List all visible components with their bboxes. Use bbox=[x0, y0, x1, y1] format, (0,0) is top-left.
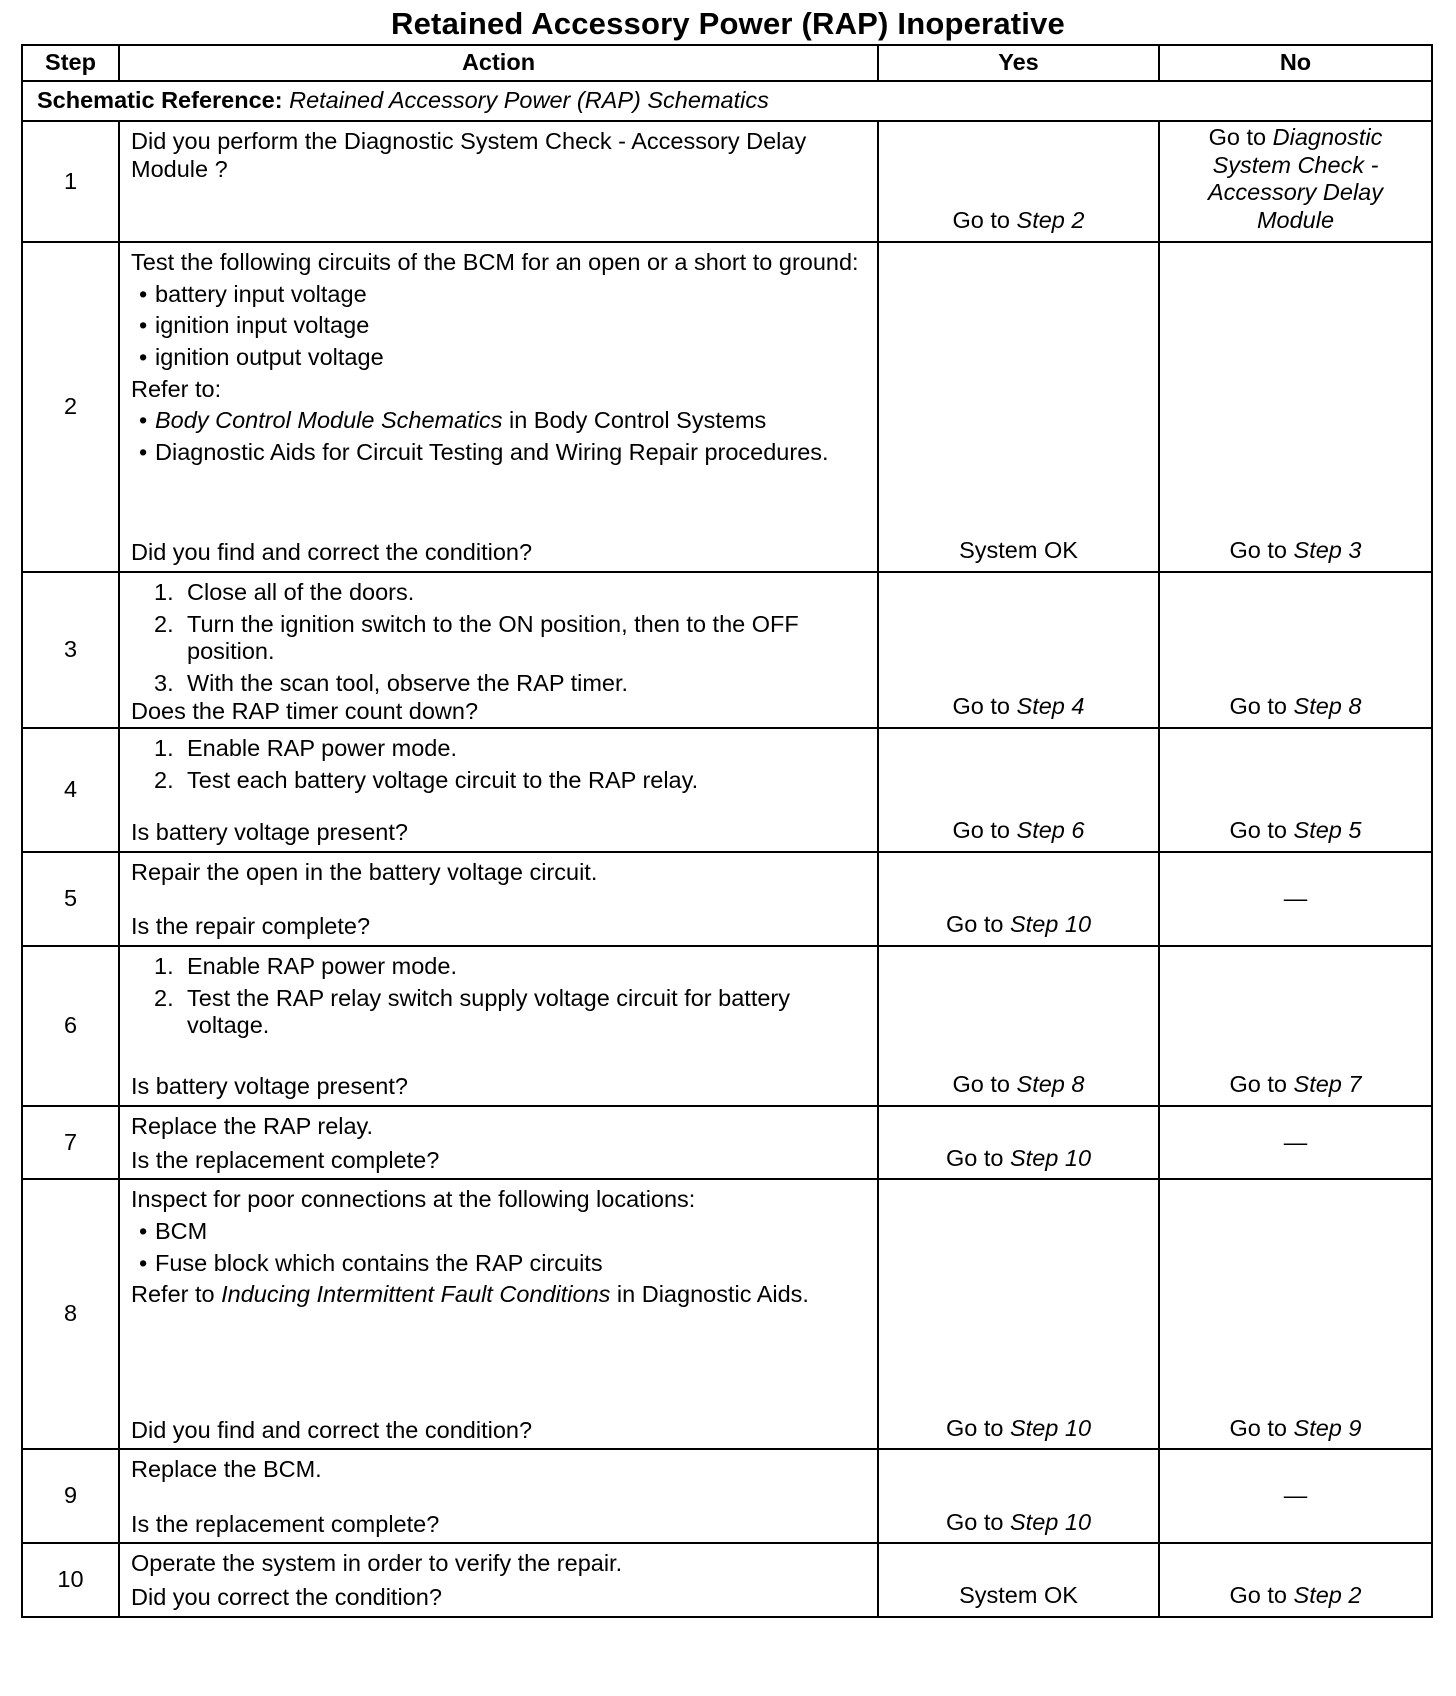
no-cell bbox=[1159, 1179, 1432, 1449]
action-cell bbox=[119, 946, 878, 1106]
step-number: 3 bbox=[22, 572, 119, 728]
system-ok-text: System OK bbox=[959, 537, 1078, 564]
no-link[interactable]: Step 9 bbox=[1293, 1414, 1362, 1441]
no-cell bbox=[1159, 946, 1432, 1106]
refer-prefix: Refer to bbox=[131, 1281, 222, 1308]
list-item: 1. Enable RAP power mode. bbox=[154, 734, 457, 761]
action-cell bbox=[119, 1179, 878, 1449]
action-cell bbox=[119, 1543, 878, 1616]
no-cell bbox=[1159, 121, 1432, 242]
system-ok-text: System OK bbox=[959, 1582, 1078, 1609]
action-text: Replace the BCM. bbox=[131, 1456, 322, 1483]
list-item: • BCM bbox=[131, 1218, 869, 1246]
goto-label: Go to bbox=[952, 207, 1010, 234]
list-item: • ignition output voltage bbox=[131, 344, 869, 372]
reference-text: in Body Control Systems bbox=[502, 407, 767, 434]
action-cell bbox=[119, 1449, 878, 1543]
step-number: 7 bbox=[22, 1106, 119, 1179]
table-row bbox=[22, 1449, 1432, 1543]
table-row bbox=[22, 852, 1432, 946]
refer-text bbox=[131, 1281, 869, 1309]
goto-label: Go to bbox=[1229, 1071, 1287, 1098]
yes-link[interactable]: Step 10 bbox=[1010, 911, 1092, 938]
table-row bbox=[22, 242, 1432, 572]
list-item bbox=[131, 407, 869, 435]
no-link[interactable]: Step 8 bbox=[1293, 693, 1362, 720]
step-number: 5 bbox=[22, 852, 119, 946]
no-link[interactable]: Step 5 bbox=[1293, 817, 1362, 844]
no-cell bbox=[1159, 242, 1432, 572]
schematic-value: Retained Accessory Power (RAP) Schematics bbox=[289, 87, 769, 114]
no-cell bbox=[1159, 728, 1432, 852]
yes-cell bbox=[878, 242, 1159, 572]
goto-label: Go to bbox=[1229, 1414, 1287, 1441]
list-item: 1. Enable RAP power mode. bbox=[154, 952, 457, 979]
table-row bbox=[22, 572, 1432, 728]
goto-label: Go to bbox=[1229, 817, 1287, 844]
goto-label: Go to bbox=[945, 1508, 1004, 1535]
yes-cell bbox=[878, 1179, 1159, 1449]
goto-label: Go to bbox=[945, 911, 1004, 938]
reference-link[interactable]: Body Control Module Schematics bbox=[155, 407, 503, 434]
table-row bbox=[22, 1543, 1432, 1616]
goto-label: Go to bbox=[1208, 124, 1267, 150]
reference-link[interactable]: Inducing Intermittent Fault Conditions bbox=[221, 1281, 611, 1308]
list-item: • Fuse block which contains the RAP circuits bbox=[131, 1250, 869, 1278]
diagnostic-table bbox=[21, 44, 1433, 1618]
yes-cell bbox=[878, 728, 1159, 852]
list-item: 2. Test the RAP relay switch supply voltage circuit for battery voltage. bbox=[154, 984, 790, 1039]
yes-cell bbox=[878, 121, 1159, 242]
yes-cell bbox=[878, 946, 1159, 1106]
schematic-label: Schematic Reference: bbox=[37, 87, 283, 114]
page-title: Retained Accessory Power (RAP) Inoperative bbox=[391, 6, 1065, 41]
yes-cell bbox=[878, 1106, 1159, 1179]
reference-text: Diagnostic Aids for Circuit Testing and Wiring Repair procedures. bbox=[155, 439, 829, 466]
no-cell bbox=[1159, 1543, 1432, 1616]
no-link[interactable]: Step 7 bbox=[1293, 1071, 1362, 1098]
list-item: 2. Turn the ignition switch to the ON position, then to the OFF position. bbox=[154, 610, 799, 665]
yes-cell bbox=[878, 1449, 1159, 1543]
step-number: 6 bbox=[22, 946, 119, 1106]
no-link[interactable]: Step 3 bbox=[1293, 537, 1362, 564]
question-text: Did you correct the condition? bbox=[131, 1584, 442, 1611]
item-text: Enable RAP power mode. bbox=[187, 734, 457, 761]
yes-link[interactable]: Step 10 bbox=[1010, 1144, 1092, 1171]
step-number: 2 bbox=[22, 242, 119, 572]
list-item: 1. Close all of the doors. bbox=[154, 578, 415, 605]
question-text: Is the replacement complete? bbox=[131, 1510, 440, 1537]
header-no: No bbox=[1159, 45, 1432, 81]
question-text: Is battery voltage present? bbox=[131, 819, 408, 846]
yes-link[interactable]: Step 10 bbox=[1010, 1508, 1092, 1535]
refer-suffix: in Diagnostic Aids. bbox=[610, 1281, 809, 1308]
list-item bbox=[131, 439, 869, 467]
table-row bbox=[22, 1179, 1432, 1449]
no-cell bbox=[1159, 1449, 1432, 1543]
list-item: • ignition input voltage bbox=[131, 312, 869, 340]
no-cell bbox=[1159, 1106, 1432, 1179]
goto-label: Go to bbox=[945, 1414, 1004, 1441]
schematic-reference bbox=[22, 81, 1432, 121]
action-cell bbox=[119, 1106, 878, 1179]
goto-label: Go to bbox=[945, 1144, 1004, 1171]
step-number: 4 bbox=[22, 728, 119, 852]
refer-text: Refer to: bbox=[131, 375, 222, 402]
item-text: With the scan tool, observe the RAP timer. bbox=[187, 670, 629, 697]
no-cell bbox=[1159, 572, 1432, 728]
item-text: Close all of the doors. bbox=[187, 578, 415, 605]
step-number: 1 bbox=[22, 121, 119, 242]
table-row bbox=[22, 1106, 1432, 1179]
action-text: Operate the system in order to verify the repair. bbox=[131, 1550, 623, 1577]
no-cell bbox=[1159, 852, 1432, 946]
list-item: 3. With the scan tool, observe the RAP timer. bbox=[154, 670, 629, 697]
action-cell bbox=[119, 242, 878, 572]
goto-label: Go to bbox=[952, 693, 1010, 720]
action-cell bbox=[119, 121, 878, 242]
yes-link[interactable]: Step 2 bbox=[1016, 207, 1085, 234]
header-row bbox=[22, 45, 1432, 81]
action-cell bbox=[119, 572, 878, 728]
dash-text: — bbox=[1283, 885, 1308, 912]
list-item: 2. Test each battery voltage circuit to the RAP relay. bbox=[154, 766, 699, 793]
goto-label: Go to bbox=[1229, 537, 1287, 564]
step-number: 10 bbox=[22, 1543, 119, 1616]
action-text: Repair the open in the battery voltage circuit. bbox=[131, 858, 598, 885]
no-link[interactable]: Diagnostic System Check - Accessory Delay Module bbox=[1208, 124, 1383, 234]
goto-label: Go to bbox=[1229, 1582, 1287, 1609]
table-row bbox=[22, 121, 1432, 242]
step-number: 9 bbox=[22, 1449, 119, 1543]
item-text: Turn the ignition switch to the ON position, then to the OFF position. bbox=[187, 610, 799, 665]
question-text: Is battery voltage present? bbox=[131, 1073, 408, 1100]
table-row bbox=[22, 728, 1432, 852]
goto-label: Go to bbox=[1229, 693, 1287, 720]
yes-link[interactable]: Step 8 bbox=[1016, 1071, 1085, 1098]
dash-text: — bbox=[1283, 1128, 1308, 1155]
question-text: Is the repair complete? bbox=[131, 913, 371, 940]
question-text: Is the replacement complete? bbox=[131, 1146, 440, 1173]
yes-link[interactable]: Step 10 bbox=[1010, 1414, 1092, 1441]
question-text: Did you find and correct the condition? bbox=[131, 539, 533, 566]
question-text: Did you find and correct the condition? bbox=[131, 1416, 533, 1443]
item-text: Test each battery voltage circuit to the RAP relay. bbox=[187, 766, 699, 793]
header-action: Action bbox=[119, 45, 878, 81]
yes-cell bbox=[878, 1543, 1159, 1616]
header-yes: Yes bbox=[878, 45, 1159, 81]
action-text: Test the following circuits of the BCM for an open or a short to ground: bbox=[131, 248, 859, 275]
yes-cell bbox=[878, 572, 1159, 728]
step-number: 8 bbox=[22, 1179, 119, 1449]
action-cell bbox=[119, 852, 878, 946]
goto-label: Go to bbox=[952, 1071, 1010, 1098]
question-text: Does the RAP timer count down? bbox=[131, 697, 479, 724]
header-step: Step bbox=[22, 45, 119, 81]
yes-link[interactable]: Step 4 bbox=[1016, 693, 1085, 720]
schematic-row bbox=[22, 81, 1432, 121]
action-text: Replace the RAP relay. bbox=[131, 1112, 374, 1139]
no-link[interactable]: Step 2 bbox=[1293, 1582, 1362, 1609]
action-text: Inspect for poor connections at the following locations: bbox=[131, 1186, 696, 1213]
list-item: • battery input voltage bbox=[131, 281, 869, 309]
goto-label: Go to bbox=[952, 817, 1010, 844]
dash-text: — bbox=[1283, 1482, 1308, 1509]
table-row bbox=[22, 946, 1432, 1106]
item-text: Test the RAP relay switch supply voltage circuit for battery voltage. bbox=[187, 984, 790, 1039]
yes-link[interactable]: Step 6 bbox=[1016, 817, 1085, 844]
action-text: Did you perform the Diagnostic System Check - Accessory Delay Module ? bbox=[131, 128, 807, 182]
yes-cell bbox=[878, 852, 1159, 946]
item-text: Enable RAP power mode. bbox=[187, 952, 457, 979]
action-cell bbox=[119, 728, 878, 852]
